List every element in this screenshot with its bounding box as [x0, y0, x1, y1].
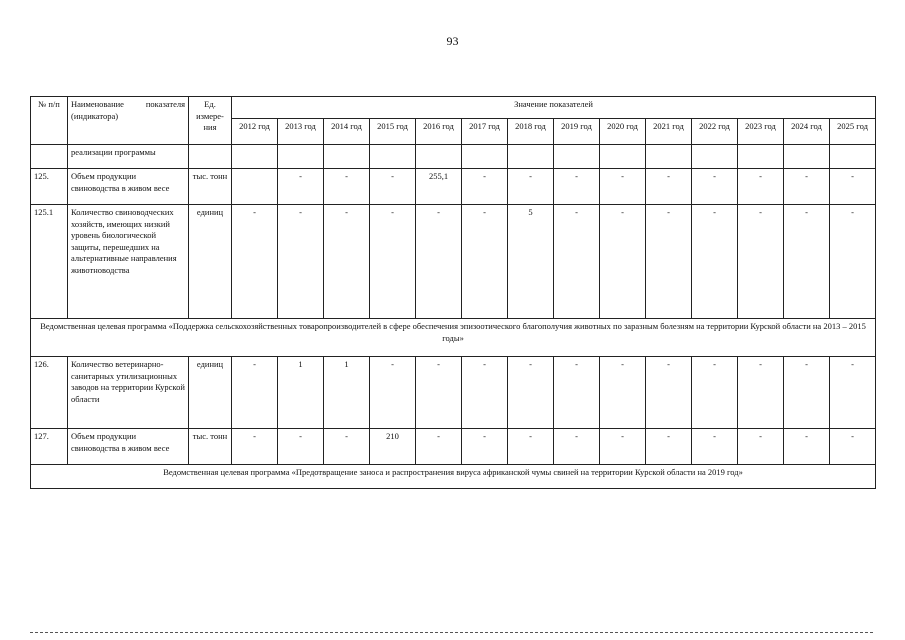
page-bottom-rule: [30, 632, 873, 633]
row-value: -: [830, 357, 876, 429]
col-header-year: 2023 год: [738, 119, 784, 145]
row-value: -: [416, 205, 462, 319]
row-value: [324, 145, 370, 169]
row-value: -: [784, 357, 830, 429]
row-value: [692, 145, 738, 169]
row-value: 255,1: [416, 169, 462, 205]
col-header-year: 2013 год: [278, 119, 324, 145]
row-value: [646, 145, 692, 169]
row-value: 1: [278, 357, 324, 429]
row-value: -: [600, 429, 646, 465]
row-value: -: [830, 429, 876, 465]
row-indicator-name: Объем продукции свиноводства в живом весе: [68, 169, 189, 205]
row-value: -: [278, 429, 324, 465]
row-value: -: [738, 205, 784, 319]
row-value: -: [600, 169, 646, 205]
row-value: 210: [370, 429, 416, 465]
col-header-year: 2014 год: [324, 119, 370, 145]
row-value: -: [232, 205, 278, 319]
row-value: -: [508, 429, 554, 465]
col-header-year: 2018 год: [508, 119, 554, 145]
row-value: [232, 169, 278, 205]
col-header-values-group: Значение показателей: [232, 97, 876, 119]
section-row: [31, 465, 876, 489]
row-value: -: [324, 205, 370, 319]
col-header-year: 2020 год: [600, 119, 646, 145]
row-value: 1: [324, 357, 370, 429]
row-value: [278, 145, 324, 169]
row-num: 125.: [31, 169, 68, 205]
row-value: -: [692, 169, 738, 205]
col-header-year: 2015 год: [370, 119, 416, 145]
row-value: [738, 145, 784, 169]
row-value: [370, 145, 416, 169]
row-value: -: [462, 169, 508, 205]
row-value: -: [232, 429, 278, 465]
table-row: [31, 145, 876, 169]
row-indicator-name: реализации программы: [68, 145, 189, 169]
col-header-year: 2012 год: [232, 119, 278, 145]
row-value: -: [646, 169, 692, 205]
row-value: [600, 145, 646, 169]
row-value: -: [600, 205, 646, 319]
row-value: -: [784, 429, 830, 465]
col-header-year: 2022 год: [692, 119, 738, 145]
row-value: -: [692, 205, 738, 319]
row-value: -: [324, 169, 370, 205]
row-value: -: [278, 169, 324, 205]
row-value: [830, 145, 876, 169]
row-value: -: [462, 429, 508, 465]
table-row: [31, 357, 876, 429]
table-row: [31, 205, 876, 319]
row-unit: единиц: [189, 205, 232, 319]
section-row: [31, 319, 876, 357]
row-indicator-name: Количество ветеринарно-санитарных утилизационных заводов на территории Курской области: [68, 357, 189, 429]
row-value: -: [554, 357, 600, 429]
row-num: 127.: [31, 429, 68, 465]
row-num: 126.: [31, 357, 68, 429]
row-num: [31, 145, 68, 169]
row-value: -: [830, 169, 876, 205]
row-value: -: [554, 429, 600, 465]
row-value: -: [692, 357, 738, 429]
row-value: -: [324, 429, 370, 465]
row-value: -: [370, 357, 416, 429]
row-value: -: [416, 429, 462, 465]
row-value: -: [462, 357, 508, 429]
row-indicator-name: Объем продукции свиноводства в живом весе: [68, 429, 189, 465]
col-header-year: 2019 год: [554, 119, 600, 145]
row-value: [416, 145, 462, 169]
col-header-year: 2016 год: [416, 119, 462, 145]
col-header-year: 2025 год: [830, 119, 876, 145]
row-value: -: [646, 357, 692, 429]
row-value: -: [232, 357, 278, 429]
row-value: -: [692, 429, 738, 465]
row-value: [462, 145, 508, 169]
row-value: -: [278, 205, 324, 319]
row-value: -: [416, 357, 462, 429]
col-header-year: 2024 год: [784, 119, 830, 145]
row-value: -: [738, 169, 784, 205]
row-value: -: [738, 429, 784, 465]
col-header-name: Наименование показателя (индикатора): [68, 97, 189, 145]
table-row: [31, 429, 876, 465]
row-value: [508, 145, 554, 169]
indicators-table: [30, 96, 876, 489]
row-value: -: [508, 357, 554, 429]
row-value: -: [370, 205, 416, 319]
row-value: -: [784, 169, 830, 205]
row-indicator-name: Количество свиноводческих хозяйств, имеющих низкий уровень биологической защиты, перешедших на альтернативные направления животноводства: [68, 205, 189, 319]
section-title: Ведомственная целевая программа «Предотвращение заноса и распространения вируса африканской чумы свиней на территории Курской области на 2019 год»: [31, 465, 876, 489]
row-unit: тыс. тонн: [189, 429, 232, 465]
row-value: -: [830, 205, 876, 319]
row-value: -: [784, 205, 830, 319]
header-row: [31, 97, 876, 119]
row-value: -: [646, 429, 692, 465]
row-value: -: [554, 205, 600, 319]
row-value: [232, 145, 278, 169]
row-value: -: [462, 205, 508, 319]
col-header-year: 2017 год: [462, 119, 508, 145]
col-header-unit: Ед. измере-ния: [189, 97, 232, 145]
row-unit: единиц: [189, 357, 232, 429]
col-header-num: № п/п: [31, 97, 68, 145]
row-unit: тыс. тонн: [189, 169, 232, 205]
row-unit: [189, 145, 232, 169]
page-number: 93: [446, 34, 459, 48]
row-value: -: [508, 169, 554, 205]
row-value: -: [600, 357, 646, 429]
row-value: -: [554, 169, 600, 205]
col-header-year: 2021 год: [646, 119, 692, 145]
row-value: [554, 145, 600, 169]
row-value: -: [738, 357, 784, 429]
row-value: -: [646, 205, 692, 319]
row-value: 5: [508, 205, 554, 319]
section-title: Ведомственная целевая программа «Поддержка сельскохозяйственных товаропроизводителей в сфере обеспечения эпизоотического благополучия животных по заразным болезням на территории Курской области на 2013 – 2015 годы»: [31, 319, 876, 357]
row-value: -: [370, 169, 416, 205]
row-num: 125.1: [31, 205, 68, 319]
row-value: [784, 145, 830, 169]
table-row: [31, 169, 876, 205]
